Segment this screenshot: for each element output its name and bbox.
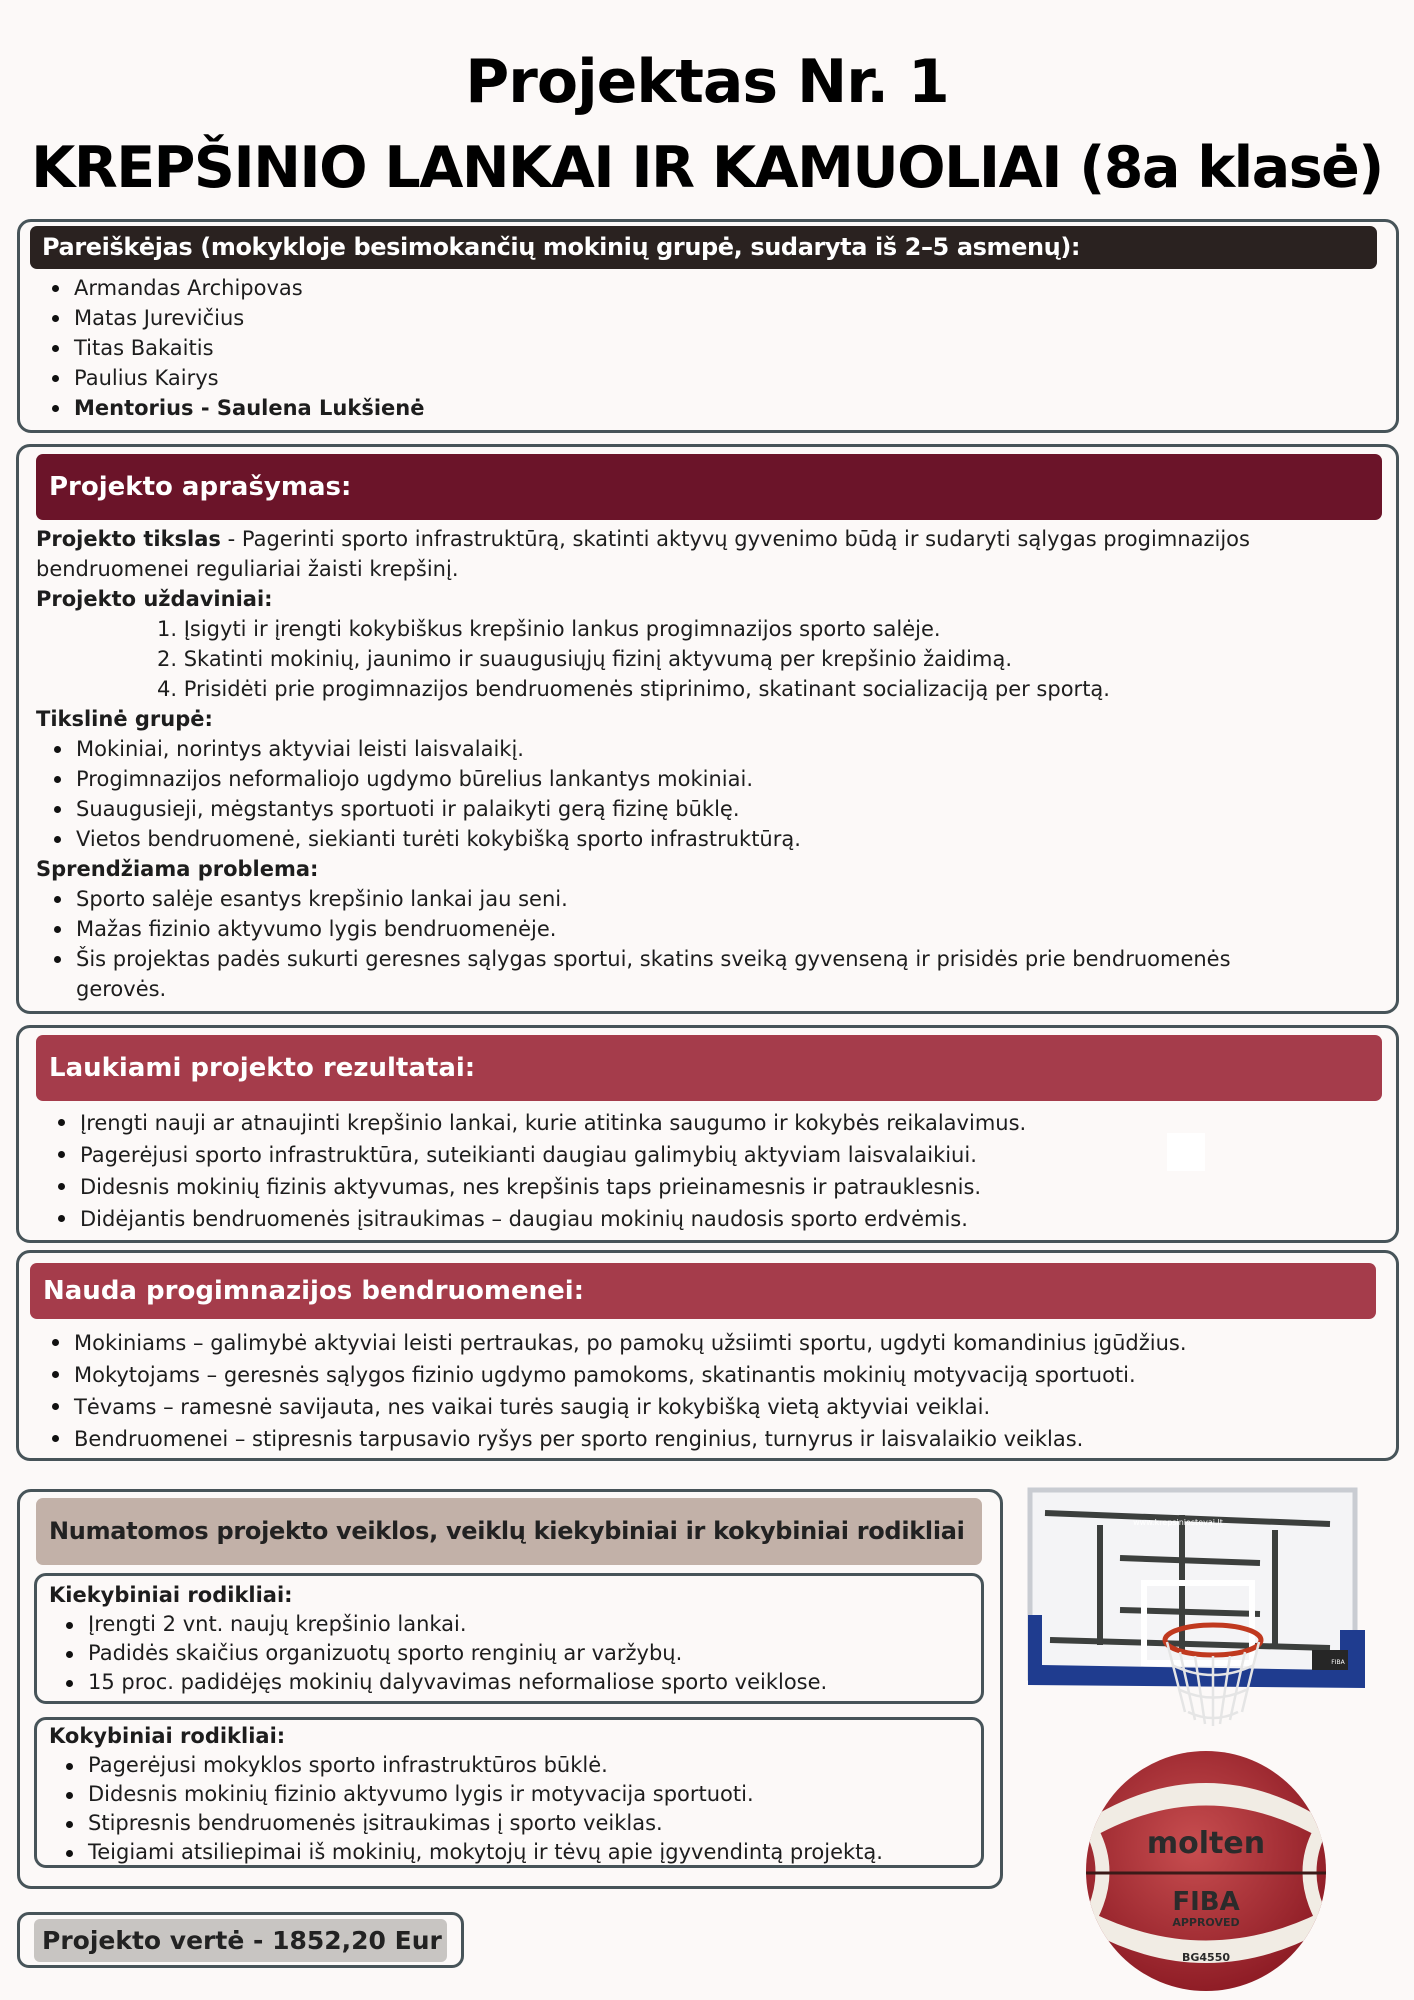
benefit-item: Tėvams – ramesnė savijauta, nes vaikai turės saugią ir kokybišką vietą aktyviai veiklai. [44,1391,1187,1423]
target-group-item: Mokiniai, norintys aktyviai leisti laisvalaikį. [46,734,801,764]
task-item: 1. Įsigyti ir įrengti kokybiškus krepšinio lankus progimnazijos sporto salėje. [157,617,941,641]
applicant-item: Paulius Kairys [44,363,424,393]
results-heading: Laukiami projekto rezultatai: [36,1035,1382,1101]
ball-model: BG4550 [1181,1951,1231,1964]
target-group-label: Tikslinė grupė: [36,707,213,731]
page-title-line-2: KREPŠINIO LANKAI IR KAMUOLIAI (8a klasė) [31,135,1383,201]
target-group-item: Progimnazijos neformaliojo ugdymo būrelius lankantys mokiniai. [46,764,801,794]
tasks-label: Projekto uždaviniai: [36,587,273,611]
target-group-item: Vietos bendruomenė, siekianti turėti kokybišką sporto infrastruktūrą. [46,824,801,854]
result-item: Didėjantis bendruomenės įsitraukimas – daugiau mokinių naudosis sporto erdvėmis. [50,1203,1026,1235]
problem-item: Šis projektas padės sukurti geresnes sąlygas sportui, skatins sveiką gyvenseną ir prisidės prie bendruomenės [46,944,1231,974]
applicant-item: Matas Jurevičius [44,303,424,333]
qualitative-label: Kokybiniai rodikliai: [49,1724,286,1748]
benefit-item: Bendruomenei – stipresnis tarpusavio ryšys per sporto renginius, turnyrus ir laisvalaikio veiklas. [44,1423,1187,1455]
task-item: 4. Prisidėti prie progimnazijos bendruomenės stiprinimo, skatinant socializaciją per sportą. [157,677,1110,701]
applicants-heading: Pareiškėjas (mokykloje besimokančių mokinių grupė, sudaryta iš 2–5 asmenų): [30,226,1377,269]
qualitative-item: Pagerėjusi mokyklos sporto infrastruktūros būklė. [58,1751,883,1780]
qualitative-item: Stipresnis bendruomenės įsitraukimas į sporto veiklas. [58,1809,883,1838]
target-group-list [46,734,801,854]
benefit-heading: Nauda progimnazijos bendruomenei: [30,1263,1376,1319]
qualitative-item: Teigiami atsiliepimai iš mokinių, mokytojų ir tėvų apie įgyvendintą projektą. [58,1838,883,1867]
problem-list [46,884,1231,1004]
target-group-item: Suaugusieji, mėgstantys sportuoti ir palaikyti gerą fizinę būklę. [46,794,801,824]
results-list [50,1107,1026,1235]
quantitative-item: 15 proc. padidėjęs mokinių dalyvavimas neformaliose sporto veiklose. [58,1668,827,1697]
result-item: Didesnis mokinių fizinis aktyvumas, nes krepšinis taps prieinamesnis ir patrauklesnis. [50,1171,1026,1203]
benefit-item: Mokytojams – geresnės sąlygos fizinio ugdymo pamokoms, skatinantis mokinių motyvaciją sportuoti. [44,1359,1187,1391]
result-item: Pagerėjusi sporto infrastruktūra, suteikianti daugiau galimybių aktyviam laisvalaikiui. [50,1139,1026,1171]
benefit-list [44,1327,1187,1455]
goal-text: - Pagerinti sporto infrastruktūrą, skatinti aktyvų gyvenimo būdą ir sudaryti sąlygas progimnazijos bendruomenei reguliariai žaisti krepšinį. [36,527,1250,581]
basketball-backboard-image [1020,1480,1390,1730]
basketball-image [1083,1748,1329,1994]
quantitative-item: Padidės skaičius organizuotų sporto renginių ar varžybų. [58,1639,827,1668]
problem-item: Sporto salėje esantys krepšinio lankai jau seni. [46,884,1231,914]
goal-label: Projekto tikslas [36,527,221,551]
benefit-item: Mokiniams – galimybė aktyviai leisti pertraukas, po pamokų užsiimti sportu, ugdyti komandinius įgūdžius. [44,1327,1187,1359]
quantitative-list [58,1610,827,1697]
applicant-item: Titas Bakaitis [44,333,424,363]
qualitative-item: Didesnis mokinių fizinio aktyvumo lygis ir motyvacija sportuoti. [58,1780,883,1809]
svg-text:FIBA: FIBA [1331,1659,1345,1666]
project-value: Projekto vertė - 1852,20 Eur [34,1919,447,1962]
applicants-list [44,273,424,423]
problem-item: Mažas fizinio aktyvumo lygis bendruomenėje. [46,914,1231,944]
tasks-list [157,614,1110,704]
quantitative-item: Įrengti 2 vnt. naujų krepšinio lankai. [58,1610,827,1639]
decorative-white-square [1167,1133,1205,1171]
backboard-watermark: www.krepsiniostovai.lt [1133,1518,1223,1527]
applicant-item: Armandas Archipovas [44,273,424,303]
problem-label: Sprendžiama problema: [36,857,319,881]
ball-brand: molten [1146,1826,1266,1861]
problem-item-continuation: gerovės. [76,977,167,1001]
page-title-line-1: Projektas Nr. 1 [465,47,949,117]
mentor-item: Mentorius - Saulena Lukšienė [44,393,424,423]
qualitative-list [58,1751,883,1867]
description-heading: Projekto aprašymas: [36,454,1382,520]
quantitative-label: Kiekybiniai rodikliai: [49,1583,293,1607]
indicators-heading: Numatomos projekto veiklos, veiklų kiekybiniai ir kokybiniai rodikliai [36,1498,982,1565]
ball-fiba: FIBA [1172,1887,1240,1917]
result-item: Įrengti nauji ar atnaujinti krepšinio lankai, kurie atitinka saugumo ir kokybės reikalavimus. [50,1107,1026,1139]
project-goal [36,524,1366,584]
task-item: 2. Skatinti mokinių, jaunimo ir suaugusiųjų fizinį aktyvumą per krepšinio žaidimą. [157,647,1012,671]
ball-approved: APPROVED [1172,1916,1240,1929]
